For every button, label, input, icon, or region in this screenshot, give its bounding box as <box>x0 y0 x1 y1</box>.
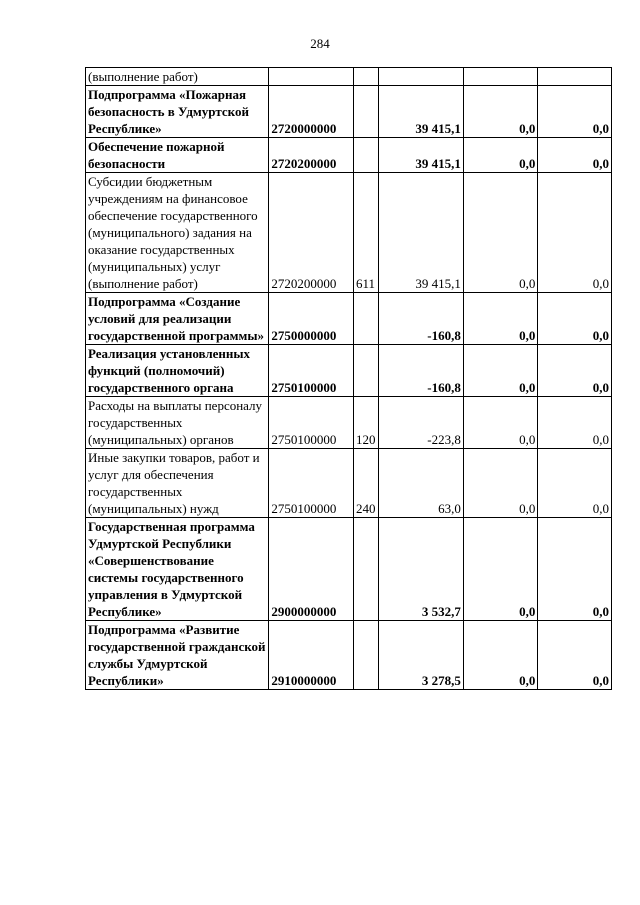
table-row <box>86 68 612 86</box>
row-amount-cell: -160,8 <box>379 345 464 397</box>
page-number: 284 <box>310 36 330 51</box>
row-amount-cell: 39 415,1 <box>379 173 464 293</box>
row-expense-type-cell <box>354 138 379 173</box>
row-expense-type-cell <box>354 293 379 345</box>
row-code-cell <box>269 68 354 86</box>
row-year1-cell: 0,0 <box>463 345 538 397</box>
row-expense-type-cell <box>354 518 379 621</box>
row-expense-type-cell <box>354 68 379 86</box>
row-year2-cell: 0,0 <box>538 397 612 449</box>
row-name-cell: Государственная программа Удмуртской Республики «Совершенствование системы государственного управления в Удмуртской Республике» <box>86 518 269 621</box>
row-expense-type-cell: 240 <box>354 449 379 518</box>
row-year2-cell <box>538 68 612 86</box>
row-amount-cell: -223,8 <box>379 397 464 449</box>
row-year2-cell: 0,0 <box>538 293 612 345</box>
table-row <box>86 86 612 138</box>
row-code-cell: 2750100000 <box>269 345 354 397</box>
row-year1-cell: 0,0 <box>463 138 538 173</box>
row-year2-cell: 0,0 <box>538 518 612 621</box>
row-code-cell: 2750000000 <box>269 293 354 345</box>
row-name-cell: Подпрограмма «Создание условий для реализации государственной программы» <box>86 293 269 345</box>
row-expense-type-cell <box>354 86 379 138</box>
row-year2-cell: 0,0 <box>538 345 612 397</box>
row-code-cell: 2750100000 <box>269 449 354 518</box>
table-row <box>86 518 612 621</box>
row-code-cell: 2720200000 <box>269 138 354 173</box>
row-name-cell: Подпрограмма «Пожарная безопасность в Удмуртской Республике» <box>86 86 269 138</box>
table-row <box>86 449 612 518</box>
row-name-cell: Расходы на выплаты персоналу государственных (муниципальных) органов <box>86 397 269 449</box>
table-row <box>86 345 612 397</box>
row-amount-cell: 3 532,7 <box>379 518 464 621</box>
row-year1-cell: 0,0 <box>463 449 538 518</box>
row-amount-cell: 39 415,1 <box>379 86 464 138</box>
row-year1-cell: 0,0 <box>463 397 538 449</box>
row-year2-cell: 0,0 <box>538 449 612 518</box>
row-code-cell: 2910000000 <box>269 621 354 690</box>
row-name-cell: Подпрограмма «Развитие государственной гражданской службы Удмуртской Республики» <box>86 621 269 690</box>
row-expense-type-cell: 120 <box>354 397 379 449</box>
table-row <box>86 138 612 173</box>
row-amount-cell: 63,0 <box>379 449 464 518</box>
row-name-cell: Субсидии бюджетным учреждениям на финансовое обеспечение государственного (муниципального) задания на оказание государственных (муниципальных) услуг (выполнение работ) <box>86 173 269 293</box>
row-code-cell: 2900000000 <box>269 518 354 621</box>
row-name-cell: Обеспечение пожарной безопасности <box>86 138 269 173</box>
table-row <box>86 173 612 293</box>
row-year1-cell: 0,0 <box>463 621 538 690</box>
row-name-cell: Иные закупки товаров, работ и услуг для обеспечения государственных (муниципальных) нужд <box>86 449 269 518</box>
row-expense-type-cell: 611 <box>354 173 379 293</box>
row-expense-type-cell <box>354 621 379 690</box>
row-year1-cell: 0,0 <box>463 293 538 345</box>
row-year2-cell: 0,0 <box>538 86 612 138</box>
row-name-cell: Реализация установленных функций (полномочий) государственного органа <box>86 345 269 397</box>
budget-table <box>85 67 612 690</box>
table-row <box>86 293 612 345</box>
row-amount-cell <box>379 68 464 86</box>
row-year1-cell: 0,0 <box>463 86 538 138</box>
row-amount-cell: -160,8 <box>379 293 464 345</box>
row-amount-cell: 3 278,5 <box>379 621 464 690</box>
row-year2-cell: 0,0 <box>538 138 612 173</box>
row-name-cell: (выполнение работ) <box>86 68 269 86</box>
row-year1-cell: 0,0 <box>463 173 538 293</box>
budget-table-body <box>86 68 612 690</box>
table-row <box>86 621 612 690</box>
table-row <box>86 397 612 449</box>
row-code-cell: 2720000000 <box>269 86 354 138</box>
row-year1-cell: 0,0 <box>463 518 538 621</box>
row-code-cell: 2750100000 <box>269 397 354 449</box>
row-code-cell: 2720200000 <box>269 173 354 293</box>
row-year2-cell: 0,0 <box>538 173 612 293</box>
row-amount-cell: 39 415,1 <box>379 138 464 173</box>
row-year1-cell <box>463 68 538 86</box>
row-expense-type-cell <box>354 345 379 397</box>
row-year2-cell: 0,0 <box>538 621 612 690</box>
